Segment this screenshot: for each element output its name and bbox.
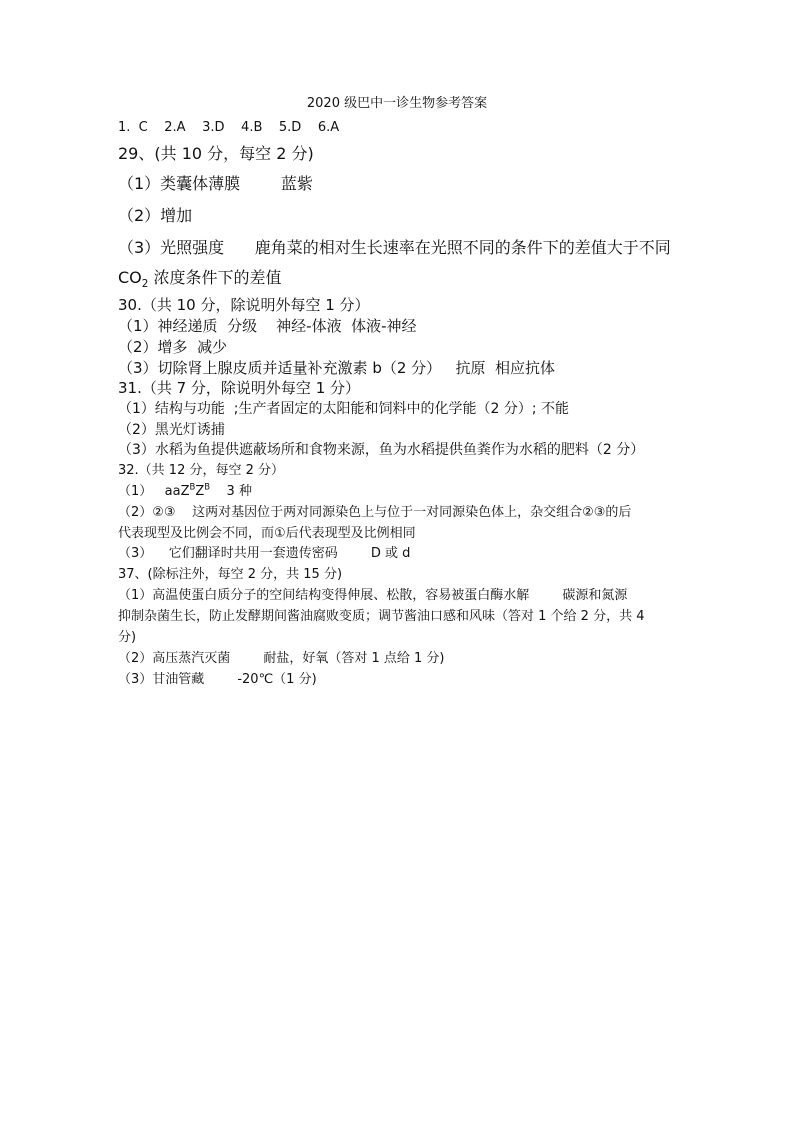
- q32-answer-2-continued: 代表现型及比例会不同，而①后代表现型及比例相同: [118, 526, 416, 541]
- q32-answer-2: （2）②③ 这两对基因位于两对同源染色上与位于一对同源染色体上，杂交组合②③的后: [118, 505, 632, 520]
- multiple-choice-answers: 1. C 2.A 3.D 4.B 5.D 6.A: [118, 120, 340, 135]
- q32-answer-1-suffix: 3 种: [210, 484, 252, 499]
- q32-heading: 32.（共 12 分，每空 2 分）: [118, 463, 285, 478]
- q29-answer-3-rest: 浓度条件下的差值: [148, 268, 282, 287]
- q37-answer-2: （2）高压蒸汽灭菌 耐盐，好氧（答对 1 点给 1 分): [118, 651, 445, 666]
- q31-heading: 31.（共 7 分，除说明外每空 1 分）: [118, 379, 361, 397]
- q31-answer-1: （1）结构与功能 ;生产者固定的太阳能和饲料中的化学能（2 分）; 不能: [118, 401, 570, 417]
- co2-subscript: 2: [141, 278, 149, 291]
- q37-heading: 37、(除标注外，每空 2 分，共 15 分): [118, 567, 343, 582]
- q32-answer-1-z: Z: [195, 484, 205, 499]
- q37-answer-1-continued: 抑制杂菌生长，防止发酵期间酱油腐败变质；调节酱油口感和风味（答对 1 个给 2 分，共 4: [118, 609, 645, 624]
- q32-answer-1-prefix: （1） aaZ: [118, 484, 190, 499]
- q30-answer-2: （2）增多 减少: [118, 338, 228, 356]
- q29-answer-1: （1）类囊体薄膜 蓝紫: [118, 174, 313, 193]
- q29-answer-2: （2）增加: [118, 206, 193, 225]
- q29-answer-3-continued: [118, 268, 282, 291]
- q29-answer-3: （3）光照强度 鹿角菜的相对生长速率在光照不同的条件下的差值大于不同: [118, 238, 671, 257]
- superscript-b-2: B: [204, 481, 211, 492]
- q31-answer-2: （2）黑光灯诱捕: [118, 422, 225, 438]
- q37-answer-3: （3）甘油管藏 -20℃（1 分): [118, 672, 317, 687]
- q32-answer-3: （3） 它们翻译时共用一套遗传密码 D 或 d: [118, 546, 411, 561]
- q37-answer-1: （1）高温使蛋白质分子的空间结构变得伸展、松散，容易被蛋白酶水解 碳源和氮源: [118, 588, 628, 603]
- q30-heading: 30.（共 10 分，除说明外每空 1 分）: [118, 296, 370, 314]
- q37-answer-1-continued-2: 分): [118, 630, 137, 645]
- q29-heading: 29、(共 10 分，每空 2 分): [118, 144, 314, 163]
- q32-answer-1: [118, 481, 252, 499]
- q30-answer-1: （1）神经递质 分级 神经-体液 体液-神经: [118, 317, 417, 335]
- superscript-b-1: B: [189, 481, 196, 492]
- q30-answer-3: （3）切除肾上腺皮质并适量补充激素 b（2 分） 抗原 相应抗体: [118, 359, 555, 377]
- co2-formula: CO: [118, 268, 142, 287]
- q31-answer-3: （3）水稻为鱼提供遮蔽场所和食物来源，鱼为水稻提供鱼粪作为水稻的肥料（2 分）: [118, 442, 645, 458]
- page-title: 2020 级巴中一诊生物参考答案: [306, 96, 488, 111]
